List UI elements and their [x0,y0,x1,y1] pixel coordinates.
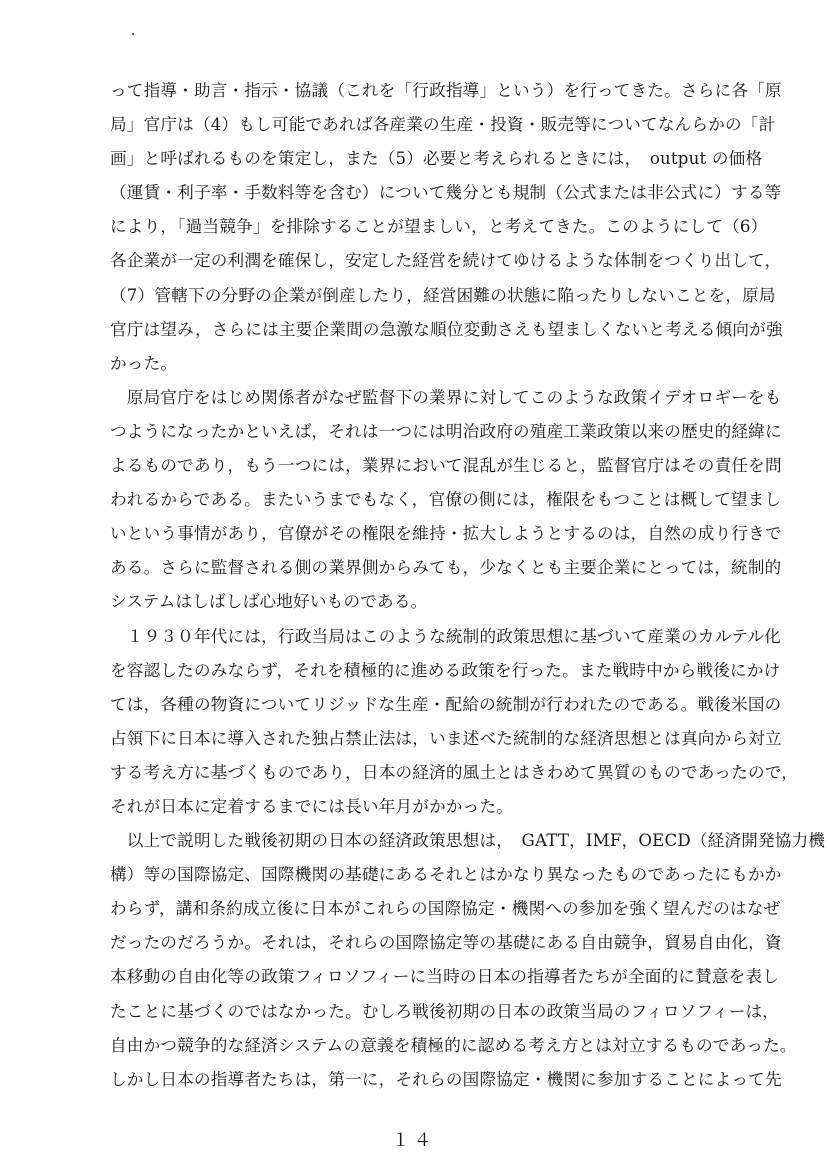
text-line: 画」と呼ばれるものを策定し，また（5）必要と考えられるときには， output の価格 [110,149,763,169]
text-line: それが日本に定着するまでには長い年月がかかった。 [110,796,514,816]
text-line: われるからである。またいうまでもなく，官僚の側には，権限をもつことは概して望まし [110,490,782,510]
text-line: する考え方に基づくものであり，日本の経済的風土とはきわめて異質のものであったので， [110,762,799,782]
body-text [110,74,826,1097]
text-line: わらず，講和条約成立後に日本がこれらの国際協定・機関への参加を強く望んだのはなぜ [110,899,781,919]
text-line: （運賃・利子率・手数料等を含む）について幾分とも規制（公式または非公式に）する等 [110,183,782,203]
text-line: かった。 [110,353,178,373]
text-line: システムはしばしば心地好いものである。 [110,592,428,612]
text-line: よるものであり，もう一つには，業界において混乱が生じると，監督官庁はその責任を問 [110,456,782,476]
text-line: 占領下に日本に導入された独占禁止法は，いま述べた統制的な経済思想とは真向から対立 [110,728,782,748]
text-line: しかし日本の指導者たちは，第一に，それらの国際協定・機関に参加することによって先 [110,1069,782,1089]
text-line: により，「過当競争」を排除することが望ましい，と考えてきた。このようにして（6） [110,217,768,237]
text-line: 原局官庁をはじめ関係者がなぜ監督下の業界に対してこのような政策イデオロギーをも [110,387,782,407]
text-line: 自由かつ競争的な経済システムの意義を積極的に認める考え方とは対立するものであった。 [110,1035,797,1055]
scan-mark [132,33,134,35]
text-line: だったのだろうか。それは，それらの国際協定等の基礎にある自由競争，貿易自由化，資 [110,933,782,953]
text-line: 構）等の国際協定、国際機関の基礎にあるそれとはかなり異なったものであったにもかか [110,865,782,885]
text-line: たことに基づくのではなかった。むしろ戦後初期の日本の政策当局のフィロソフィーは， [110,1001,780,1021]
text-line: ては，各種の物資についてリジッドな生産・配給の統制が行われたのである。戦後米国の [110,694,782,714]
text-line: １９３０年代には，行政当局はこのような統制的政策思想に基づいて産業のカルテル化 [110,626,781,646]
text-line: 本移動の自由化等の政策フィロソフィーに当時の日本の指導者たちが全面的に賛意を表し [110,967,780,987]
text-line: 局」官庁は（4）もし可能であれば各産業の生産・投資・販売等についてなんらかの「計 [110,115,776,135]
text-line: を容認したのみならず，それを積極的に進める政策を行った。また戦時中から戦後にかけ [110,660,781,680]
text-line: （7）管轄下の分野の企業が倒産したり，経営困難の状態に陥ったりしないことを，原局 [110,285,776,305]
text-line: いという事情があり，官僚がその権限を維持・拡大しようとするのは，自然の成り行きで [110,524,782,544]
text-line: 各企業が一定の利潤を確保し，安定した経営を続けてゆけるような体制をつくり出して， [110,251,782,271]
text-line: つようになったかといえば，それは一つには明治政府の殖産工業政策以来の歴史的経緯に [110,421,782,441]
text-line: 官庁は望み，さらには主要企業間の急激な順位変動さえも望ましくないと考える傾向が強 [110,319,783,339]
page-number: １４ [391,1130,436,1151]
text-line: ある。さらに監督される側の業界側からみても，少なくとも主要企業にとっては，統制的 [110,558,782,578]
text-line: って指導・助言・指示・協議（これを「行政指導」という）を行ってきた。さらに各「原 [110,81,782,100]
text-line: 以上で説明した戦後初期の日本の経済政策思想は， GATT，IMF，OECD（経済開発協力機 [110,831,826,851]
